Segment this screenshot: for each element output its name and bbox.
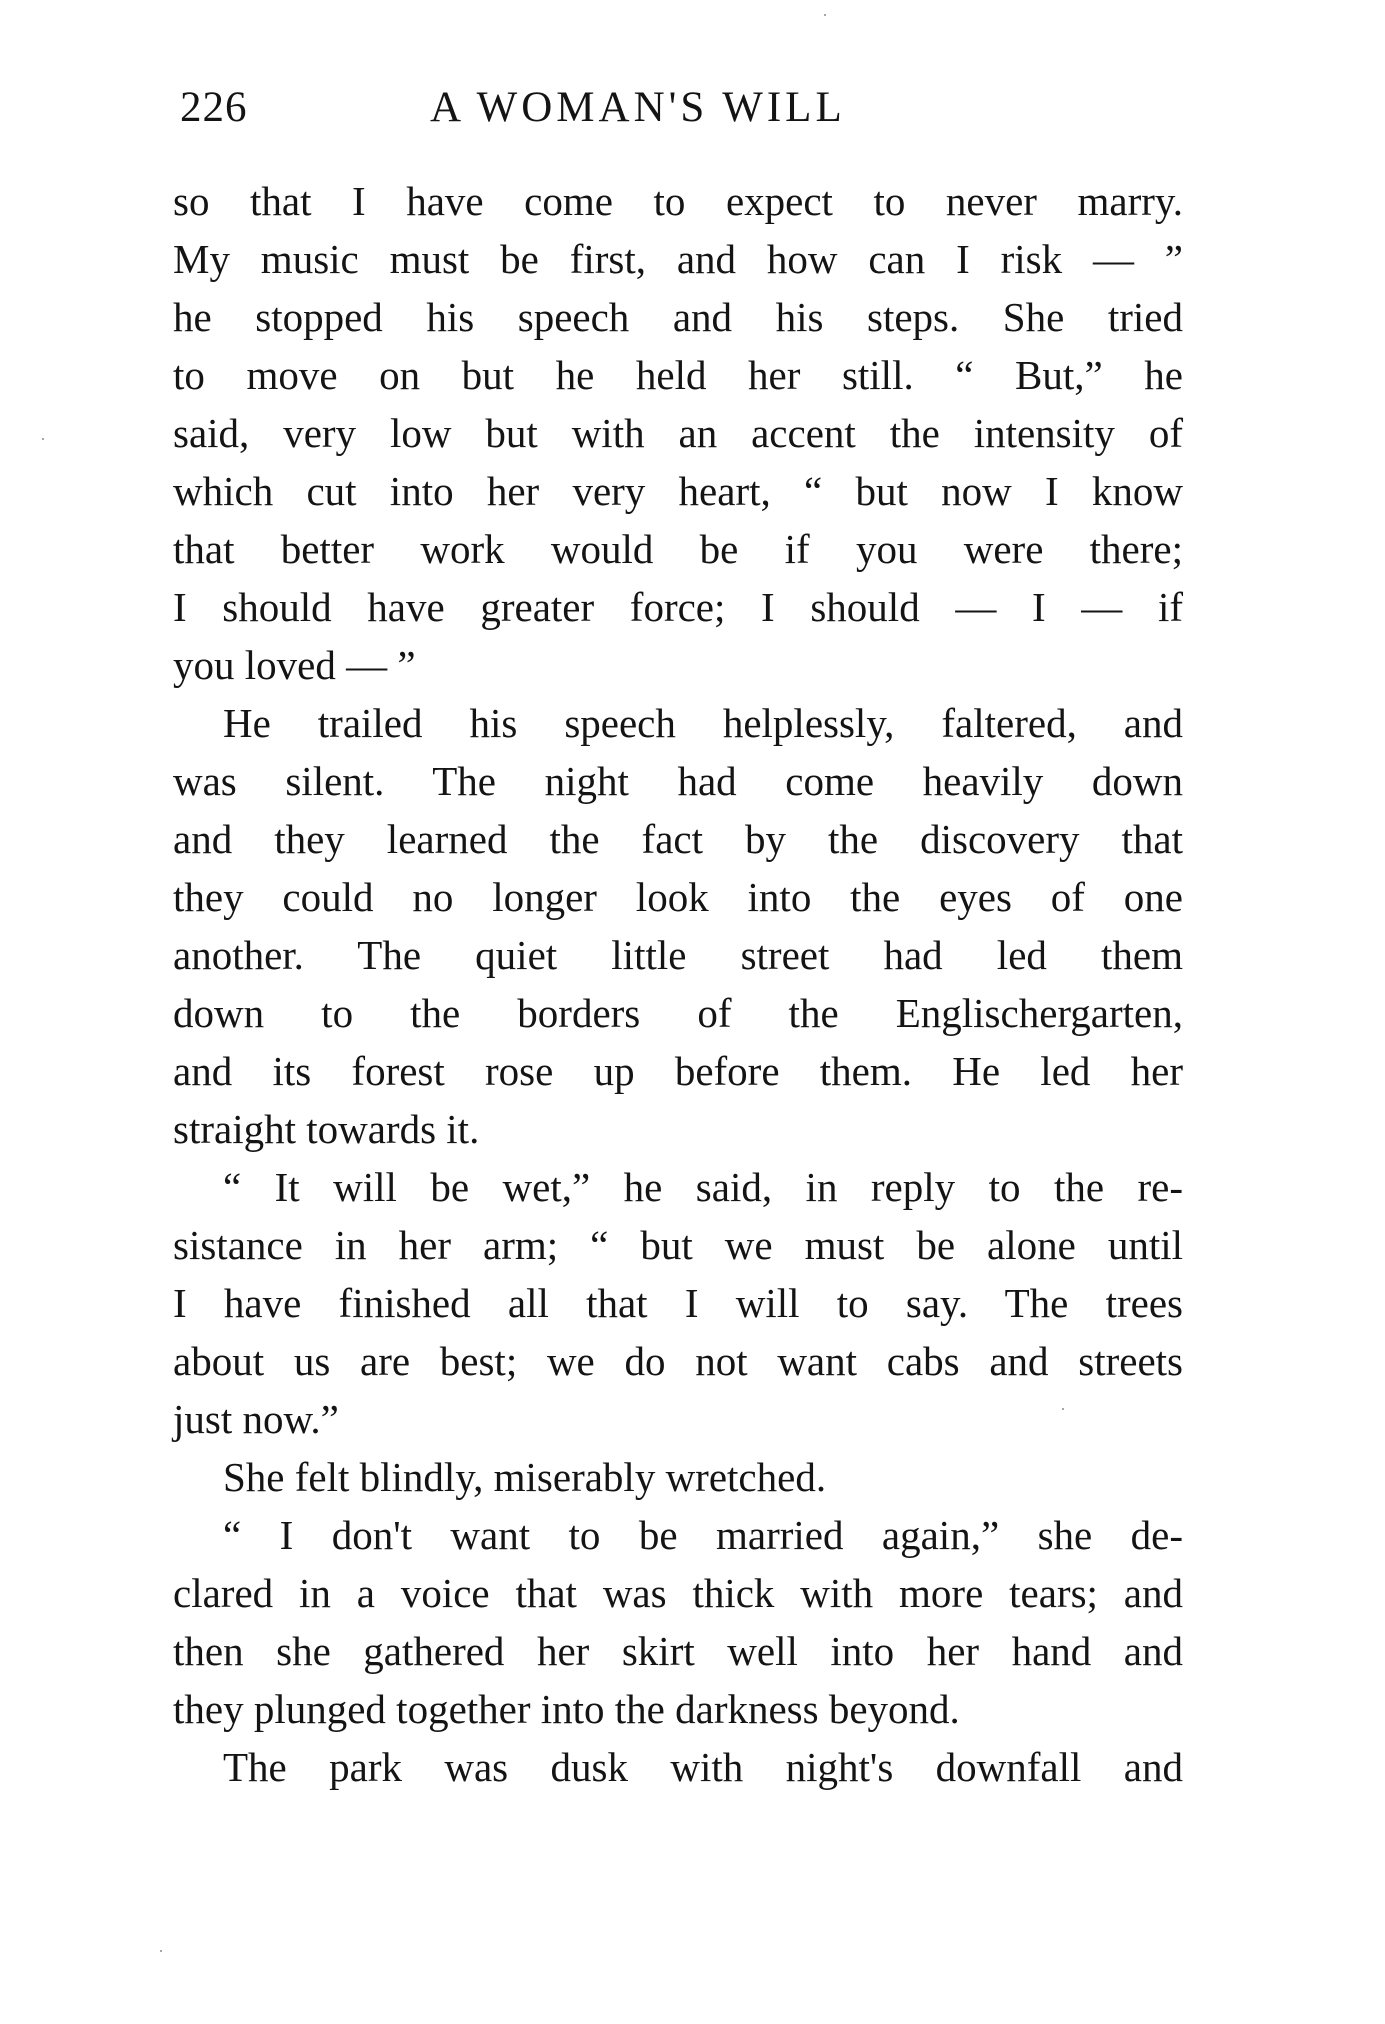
text-line: they plunged together into the darkness beyond. <box>173 1686 960 1732</box>
text-line: you loved — ” <box>173 642 416 688</box>
paragraph-first-line: “ I don't want to be married again,” she de- <box>223 1512 1183 1558</box>
paper-speck <box>160 1950 162 1952</box>
text-line: and its forest rose up before them. He led her <box>173 1048 1183 1094</box>
paragraph-first-line: “ It will be wet,” he said, in reply to the re- <box>223 1164 1183 1210</box>
text-line: clared in a voice that was thick with more tears; and <box>173 1570 1183 1616</box>
text-line: just now.” <box>173 1396 339 1442</box>
page-number: 226 <box>180 84 248 131</box>
paper-speck <box>1062 1408 1064 1410</box>
text-line: to move on but he held her still. “ But,” he <box>173 352 1183 398</box>
paragraph-first-line: The park was dusk with night's downfall and <box>223 1744 1183 1790</box>
text-line: I should have greater force; I should — I — if <box>173 584 1183 630</box>
text-line: so that I have come to expect to never marry. <box>173 178 1183 224</box>
text-line: sistance in her arm; “ but we must be alone until <box>173 1222 1183 1268</box>
text-line: he stopped his speech and his steps. She tried <box>173 294 1183 340</box>
text-line: they could no longer look into the eyes of one <box>173 874 1183 920</box>
text-line: I have finished all that I will to say. The trees <box>173 1280 1183 1326</box>
text-line: about us are best; we do not want cabs and streets <box>173 1338 1183 1384</box>
text-line: that better work would be if you were there; <box>173 526 1183 572</box>
body-text <box>173 172 1183 1796</box>
book-title: A WOMAN'S WILL <box>430 84 846 131</box>
text-line: then she gathered her skirt well into her hand and <box>173 1628 1183 1674</box>
text-line: said, very low but with an accent the intensity of <box>173 410 1183 456</box>
paper-speck <box>824 14 826 16</box>
running-head <box>180 78 1180 138</box>
text-line: which cut into her very heart, “ but now I know <box>173 468 1183 514</box>
text-line: My music must be first, and how can I risk — ” <box>173 236 1183 282</box>
text-line: and they learned the fact by the discovery that <box>173 816 1183 862</box>
paragraph-first-line: She felt blindly, miserably wretched. <box>223 1454 827 1500</box>
text-line: another. The quiet little street had led them <box>173 932 1183 978</box>
text-line: down to the borders of the Englischergarten, <box>173 990 1183 1036</box>
text-line: was silent. The night had come heavily down <box>173 758 1183 804</box>
text-line: straight towards it. <box>173 1106 480 1152</box>
paper-speck <box>42 438 44 440</box>
paragraph-first-line: He trailed his speech helplessly, faltered, and <box>223 700 1183 746</box>
